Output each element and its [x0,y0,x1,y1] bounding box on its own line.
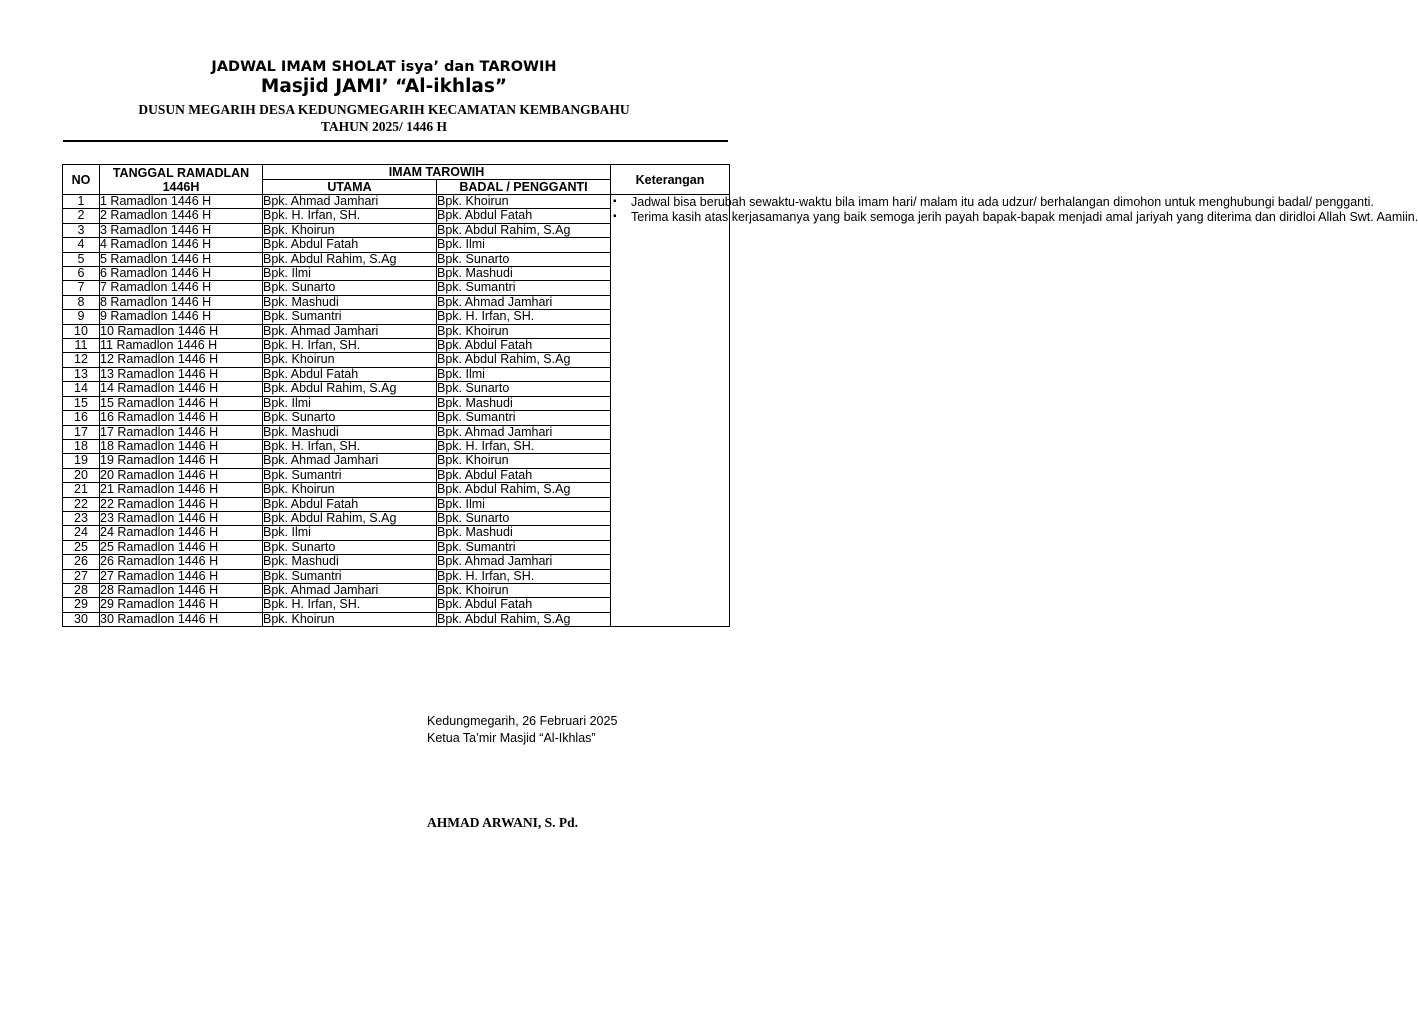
row-date: 12 Ramadlon 1446 H [100,353,263,367]
row-imam-utama: Bpk. H. Irfan, SH. [263,439,437,453]
row-imam-badal: Bpk. Khoirun [437,195,611,209]
row-date: 22 Ramadlon 1446 H [100,497,263,511]
row-imam-badal: Bpk. Mashudi [437,267,611,281]
keterangan-item [611,195,1374,210]
row-imam-badal: Bpk. H. Irfan, SH. [437,569,611,583]
row-date: 20 Ramadlon 1446 H [100,468,263,482]
row-imam-utama: Bpk. Abdul Fatah [263,367,437,381]
row-date: 10 Ramadlon 1446 H [100,324,263,338]
row-imam-badal: Bpk. H. Irfan, SH. [437,439,611,453]
row-no: 12 [63,353,100,367]
row-date: 2 Ramadlon 1446 H [100,209,263,223]
row-date: 19 Ramadlon 1446 H [100,454,263,468]
row-imam-utama: Bpk. Khoirun [263,483,437,497]
row-no: 13 [63,367,100,381]
row-date: 14 Ramadlon 1446 H [100,382,263,396]
row-no: 24 [63,526,100,540]
title-year: TAHUN 2025/ 1446 H [320,119,448,134]
row-imam-badal: Bpk. Abdul Rahim, S.Ag [437,612,611,626]
row-no: 5 [63,252,100,266]
row-imam-badal: Bpk. Sunarto [437,382,611,396]
row-no: 8 [63,295,100,309]
row-no: 21 [63,483,100,497]
row-imam-utama: Bpk. Ahmad Jamhari [263,324,437,338]
header-imam-tarowih: IMAM TAROWIH [263,165,611,180]
row-date: 29 Ramadlon 1446 H [100,598,263,612]
row-imam-utama: Bpk. Abdul Rahim, S.Ag [263,252,437,266]
keterangan-list [611,195,1418,224]
header-date-line-1: TANGGAL RAMADLAN [112,165,250,180]
row-imam-utama: Bpk. Ilmi [263,267,437,281]
row-imam-badal: Bpk. Ahmad Jamhari [437,555,611,569]
row-date: 17 Ramadlon 1446 H [100,425,263,439]
row-imam-utama: Bpk. Ilmi [263,526,437,540]
row-imam-badal: Bpk. Abdul Rahim, S.Ag [437,483,611,497]
title-mosque-name: Masjid JAMI’ “Al-ikhlas” [260,76,508,97]
header-date [100,165,263,195]
row-date: 1 Ramadlon 1446 H [100,195,263,209]
row-no: 23 [63,511,100,525]
row-imam-badal: Bpk. Ilmi [437,238,611,252]
row-no: 6 [63,267,100,281]
row-no: 10 [63,324,100,338]
row-no: 27 [63,569,100,583]
row-date: 6 Ramadlon 1446 H [100,267,263,281]
row-imam-badal: Bpk. Abdul Fatah [437,339,611,353]
row-imam-utama: Bpk. Ahmad Jamhari [263,583,437,597]
row-imam-utama: Bpk. Ahmad Jamhari [263,454,437,468]
header-utama: UTAMA [263,180,437,195]
row-imam-utama: Bpk. Sumantri [263,468,437,482]
row-imam-utama: Bpk. Abdul Rahim, S.Ag [263,511,437,525]
row-imam-badal: Bpk. Khoirun [437,454,611,468]
keterangan-item [611,209,1418,225]
signature-name: AHMAD ARWANI, S. Pd. [427,815,579,830]
row-imam-badal: Bpk. Abdul Rahim, S.Ag [437,223,611,237]
row-date: 5 Ramadlon 1446 H [100,252,263,266]
bullet-icon: ▪ [613,210,617,222]
header-date-line-2: 1446H [162,179,200,194]
row-imam-utama: Bpk. Mashudi [263,295,437,309]
row-imam-utama: Bpk. Sunarto [263,540,437,554]
row-date: 3 Ramadlon 1446 H [100,223,263,237]
row-date: 13 Ramadlon 1446 H [100,367,263,381]
row-imam-badal: Bpk. Abdul Fatah [437,209,611,223]
row-no: 30 [63,612,100,626]
schedule-table [62,164,1418,627]
row-no: 1 [63,195,100,209]
row-no: 18 [63,439,100,453]
row-no: 17 [63,425,100,439]
row-imam-badal: Bpk. Sunarto [437,252,611,266]
row-no: 28 [63,583,100,597]
row-imam-utama: Bpk. Mashudi [263,555,437,569]
row-imam-utama: Bpk. Abdul Fatah [263,238,437,252]
row-date: 15 Ramadlon 1446 H [100,396,263,410]
row-imam-utama: Bpk. Sunarto [263,411,437,425]
row-no: 20 [63,468,100,482]
row-imam-badal: Bpk. Abdul Fatah [437,598,611,612]
row-imam-badal: Bpk. Khoirun [437,324,611,338]
row-no: 25 [63,540,100,554]
row-no: 14 [63,382,100,396]
row-no: 29 [63,598,100,612]
row-imam-utama: Bpk. H. Irfan, SH. [263,339,437,353]
row-imam-utama: Bpk. Mashudi [263,425,437,439]
row-imam-badal: Bpk. H. Irfan, SH. [437,310,611,324]
row-date: 4 Ramadlon 1446 H [100,238,263,252]
row-no: 2 [63,209,100,223]
row-date: 21 Ramadlon 1446 H [100,483,263,497]
row-date: 26 Ramadlon 1446 H [100,555,263,569]
row-no: 7 [63,281,100,295]
row-imam-badal: Bpk. Sumantri [437,540,611,554]
row-imam-badal: Bpk. Ahmad Jamhari [437,295,611,309]
row-imam-badal: Bpk. Ilmi [437,367,611,381]
row-imam-badal: Bpk. Khoirun [437,583,611,597]
row-imam-badal: Bpk. Sumantri [437,411,611,425]
row-imam-utama: Bpk. Khoirun [263,353,437,367]
row-imam-badal: Bpk. Mashudi [437,526,611,540]
row-imam-badal: Bpk. Abdul Fatah [437,468,611,482]
row-imam-utama: Bpk. Sumantri [263,310,437,324]
row-no: 19 [63,454,100,468]
row-imam-utama: Bpk. Abdul Rahim, S.Ag [263,382,437,396]
row-imam-utama: Bpk. H. Irfan, SH. [263,209,437,223]
row-no: 11 [63,339,100,353]
row-date: 25 Ramadlon 1446 H [100,540,263,554]
header-badal: BADAL / PENGGANTI [437,180,611,195]
keterangan-text: Jadwal bisa berubah sewaktu-waktu bila imam hari/ malam itu ada udzur/ berhalangan dimohon untuk menghubungi badal/ pengganti. [631,195,1374,209]
row-date: 27 Ramadlon 1446 H [100,569,263,583]
row-imam-utama: Bpk. Ilmi [263,396,437,410]
row-imam-utama: Bpk. Sumantri [263,569,437,583]
row-imam-utama: Bpk. H. Irfan, SH. [263,598,437,612]
row-imam-utama: Bpk. Khoirun [263,223,437,237]
row-date: 30 Ramadlon 1446 H [100,612,263,626]
row-no: 15 [63,396,100,410]
bullet-icon: ▪ [613,196,617,207]
header-divider [63,140,728,142]
row-imam-badal: Bpk. Ilmi [437,497,611,511]
title-line-1: JADWAL IMAM SHOLAT isya’ dan TAROWIH [211,59,557,75]
row-no: 26 [63,555,100,569]
row-date: 28 Ramadlon 1446 H [100,583,263,597]
row-imam-badal: Bpk. Ahmad Jamhari [437,425,611,439]
header-keterangan: Keterangan [611,165,730,195]
row-date: 16 Ramadlon 1446 H [100,411,263,425]
row-imam-badal: Bpk. Abdul Rahim, S.Ag [437,353,611,367]
row-no: 16 [63,411,100,425]
row-date: 23 Ramadlon 1446 H [100,511,263,525]
row-date: 7 Ramadlon 1446 H [100,281,263,295]
keterangan-cell [611,195,1418,627]
row-date: 8 Ramadlon 1446 H [100,295,263,309]
title-address: DUSUN MEGARIH DESA KEDUNGMEGARIH KECAMATAN KEMBANGBAHU [138,102,630,117]
row-imam-utama: Bpk. Sunarto [263,281,437,295]
row-date: 11 Ramadlon 1446 H [100,339,263,353]
signature-role: Ketua Ta’mir Masjid “Al-Ikhlas” [427,731,596,745]
header-no: NO [63,165,100,195]
signature-place-date: Kedungmegarih, 26 Februari 2025 [427,714,618,728]
row-imam-badal: Bpk. Sunarto [437,511,611,525]
row-date: 18 Ramadlon 1446 H [100,439,263,453]
row-imam-utama: Bpk. Khoirun [263,612,437,626]
schedule-body [63,194,1418,627]
row-no: 4 [63,238,100,252]
row-imam-utama: Bpk. Ahmad Jamhari [263,195,437,209]
row-no: 9 [63,310,100,324]
row-imam-badal: Bpk. Sumantri [437,281,611,295]
row-imam-utama: Bpk. Abdul Fatah [263,497,437,511]
keterangan-text: Terima kasih atas kerjasamanya yang baik semoga jerih payah bapak-bapak menjadi amal jariyah yang diterima dan diridloi Allah Swt. Aamiin. [631,209,1418,224]
table-row [63,195,730,209]
row-no: 3 [63,223,100,237]
row-date: 9 Ramadlon 1446 H [100,310,263,324]
row-date: 24 Ramadlon 1446 H [100,526,263,540]
row-imam-badal: Bpk. Mashudi [437,396,611,410]
row-no: 22 [63,497,100,511]
